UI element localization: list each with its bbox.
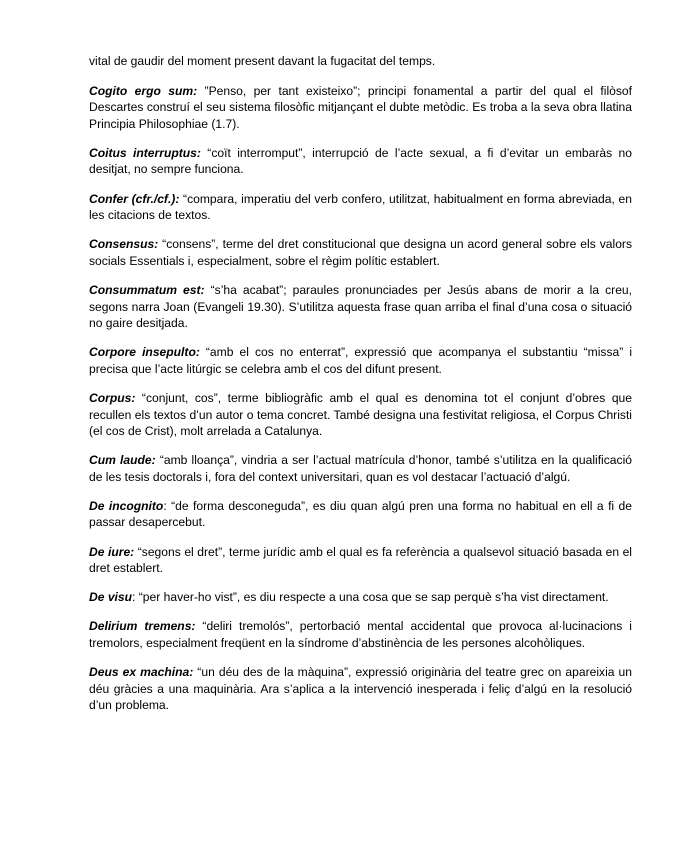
glossary-entry-de-visu [89, 589, 632, 606]
glossary-entry-de-incognito [89, 498, 632, 531]
entry-term: Consensus: [89, 237, 159, 252]
entry-definition: “amb lloança”, vindria a ser l’actual matrícula d’honor, també s’utilitza en la qualificació de les tesis doctorals i, fora del context universitari, quan es vol destacar l’actuació d’algú. [89, 453, 632, 484]
entry-term: Cum laude: [89, 453, 156, 468]
intro-paragraph: vital de gaudir del moment present davant la fugacitat del temps. [89, 54, 436, 68]
entry-definition: ”Penso, per tant existeixo”; principi fonamental a partir del qual el filòsof Descartes construí el seu sistema filosòfic mitjançant el dubte metòdic. Es troba a la seva obra llatina Principia Philosophiae (1.7). [89, 83, 632, 131]
glossary-entry-corpore [89, 344, 632, 377]
entry-definition: “coït interromput”, interrupció de l’acte sexual, a fi d’evitar un embaràs no desitjat, no sempre funciona. [89, 145, 633, 177]
entry-term: Corpus: [89, 390, 136, 405]
glossary-entry-delirium [89, 618, 632, 651]
entry-definition: “deliri tremolós”, pertorbació mental accidental que provoca al·lucinacions i tremolors, especialment freqüent en la síndrome d’abstinència de les persones alcohòliques. [89, 619, 632, 650]
entry-definition: “compara, imperatiu del verb confero, utilitzat, habitualment en forma abreviada, en les citacions de textos. [89, 191, 633, 223]
entry-definition: “un déu des de la màquina”, expressió originària del teatre grec on apareixia un déu gràcies a una maquinària. Ara s’aplica a la intervenció inesperada i feliç d’algú en la resolució d’un problema. [89, 665, 632, 713]
entry-definition: “amb el cos no enterrat”, expressió que acompanya el substantiu “missa” i precisa que l’acte litúrgic se celebra amb el cos del difunt present. [89, 345, 633, 376]
entry-term: Coitus interruptus: [89, 145, 201, 160]
glossary-entry-consensus [89, 236, 632, 269]
entry-term: Deus ex machina: [89, 665, 194, 680]
glossary-entry-consummatum [89, 282, 632, 332]
glossary-entry-confer [89, 191, 632, 224]
entry-term: De visu [89, 590, 133, 605]
entry-definition: : “per haver-ho vist”, es diu respecte a una cosa que se sap perquè s’ha vist directament. [132, 590, 609, 605]
entry-term: De incognito [89, 498, 164, 513]
entry-term: Cogito ergo sum: [89, 83, 198, 98]
entry-definition: : “de forma desconeguda”, es diu quan algú pren una forma no habitual en ell a fi de passar desapercebut. [89, 498, 632, 530]
entry-term: Consummatum est: [89, 282, 205, 297]
entry-term: Delirium tremens: [89, 619, 196, 634]
glossary-entry-deus-ex-machina [89, 664, 632, 714]
glossary-entry-corpus [89, 390, 632, 440]
glossary-entry-coitus [89, 145, 632, 178]
entry-definition: “segons el dret”, terme jurídic amb el qual es fa referència a qualsevol situació basada en el dret establert. [89, 544, 632, 576]
entry-term: Corpore insepulto: [89, 345, 200, 360]
entry-term: De iure: [89, 544, 135, 559]
entry-definition: “conjunt, cos”, terme bibliogràfic amb el qual es denomina tot el conjunt d’obres que recullen els textos d’un autor o tema concret. També designa una festivitat religiosa, el Corpus Christi (el cos de Crist), molt arrelada a Catalunya. [89, 390, 632, 439]
document-page [89, 53, 632, 726]
entry-definition: “consens”, terme del dret constitucional que designa un acord general sobre els valors socials Essentials i, especialment, sobre el règim polític establert. [89, 237, 632, 268]
entry-definition: “s’ha acabat”; paraules pronunciades per Jesús abans de morir a la creu, segons narra Joan (Evangeli 19.30). S’utilitza aquesta frase quan arriba el final d’una cosa o situació no gaire desitjada. [89, 282, 633, 331]
entry-term: Confer (cfr./cf.): [89, 191, 180, 206]
glossary-entry-cum-laude [89, 452, 632, 485]
glossary-entry-cogito [89, 83, 632, 133]
glossary-entry-de-iure [89, 544, 632, 577]
